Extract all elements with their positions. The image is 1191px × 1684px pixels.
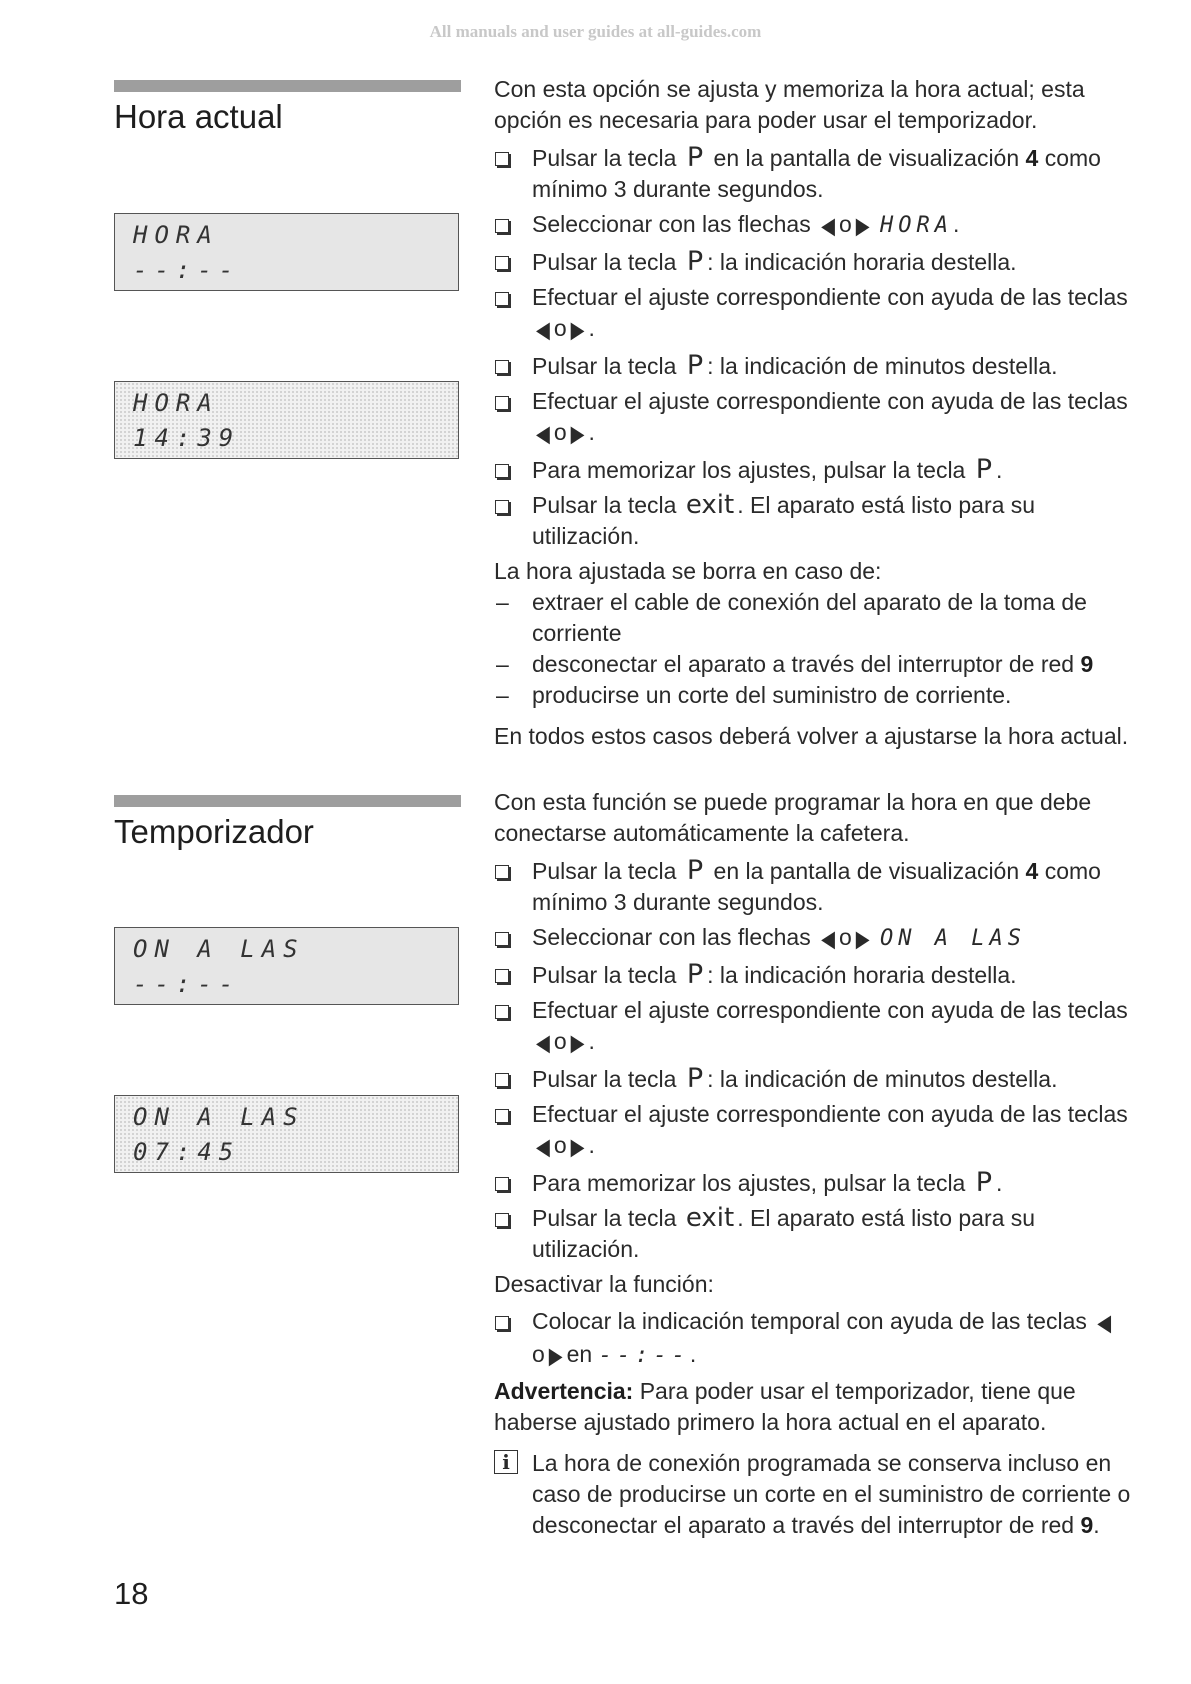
step-text: Efectuar el ajuste correspondiente con ayuda de las teclas: [532, 388, 1128, 414]
list-item: [494, 922, 1134, 955]
info-text: La hora de conexión programada se conserva incluso en caso de producirse un corte en el suministro de corriente o desconectar el aparato a través del interruptor de red: [532, 1450, 1131, 1538]
list-text: producirse un corte del suministro de corriente.: [532, 682, 1012, 708]
lcd-display-timer-set: [114, 1095, 459, 1173]
temporizador-text-column: [494, 787, 1134, 1541]
checkbox-bullet-icon: [495, 1005, 509, 1019]
warning-label: Advertencia:: [494, 1378, 634, 1404]
list-item: [494, 1063, 1134, 1095]
info-end: .: [1093, 1512, 1100, 1538]
p-key-icon: P: [686, 1063, 704, 1094]
checkbox-bullet-icon: [495, 500, 509, 514]
lcd-inline-text: HORA: [879, 213, 953, 238]
arrow-right-icon: ▶: [855, 925, 870, 952]
checkbox-bullet-icon: [495, 932, 509, 946]
dash-bullet: –: [496, 589, 509, 615]
list-item: [494, 282, 1134, 346]
list-text: desconectar el aparato a través del interruptor de red: [532, 651, 1075, 677]
list-item: [494, 587, 1134, 649]
lcd-line: --:--: [133, 970, 241, 998]
step-text: : la indicación horaria destella.: [707, 249, 1017, 275]
step-text: o: [553, 1028, 567, 1054]
step-text: Para memorizar los ajustes, pulsar la tecla: [532, 457, 966, 483]
info-note: [494, 1448, 1134, 1541]
list-item: [494, 959, 1134, 991]
lcd-line: ON A LAS: [133, 1103, 305, 1131]
step-text: .: [996, 1170, 1003, 1196]
list-item: [494, 855, 1134, 918]
step-text: o: [838, 924, 852, 950]
step-text: como mínimo 3 durante segundos.: [532, 858, 1101, 915]
step-text: en: [566, 1341, 593, 1367]
arrow-right-icon: ▶: [855, 212, 870, 239]
arrow-right-icon: ▶: [570, 1029, 585, 1056]
checkbox-bullet-icon: [495, 152, 509, 166]
step-text: .: [588, 315, 595, 341]
arrow-right-icon: ▶: [570, 1133, 585, 1160]
p-key-icon: P: [686, 959, 704, 990]
step-text: en la pantalla de visualización: [713, 145, 1020, 171]
reference-number: 9: [1080, 1512, 1094, 1538]
list-text: extraer el cable de conexión del aparato de la toma de corriente: [532, 589, 1087, 646]
arrow-left-icon: ◀: [821, 212, 835, 239]
step-text: .: [952, 211, 960, 237]
list-item: [494, 490, 1134, 552]
reference-number: 4: [1025, 858, 1039, 884]
checkbox-bullet-icon: [495, 219, 509, 233]
section-rule: [114, 795, 461, 807]
step-text: en la pantalla de visualización: [713, 858, 1020, 884]
step-text: .: [588, 1132, 595, 1158]
step-text: Pulsar la tecla: [532, 858, 677, 884]
step-text: o: [553, 1132, 567, 1158]
step-text: como mínimo 3 durante segundos.: [532, 145, 1101, 202]
step-text: Para memorizar los ajustes, pulsar la tecla: [532, 1170, 966, 1196]
step-text: : la indicación de minutos destella.: [707, 1066, 1058, 1092]
checkbox-bullet-icon: [495, 292, 509, 306]
step-text: : la indicación de minutos destella.: [707, 353, 1058, 379]
step-text: Efectuar el ajuste correspondiente con ayuda de las teclas: [532, 997, 1128, 1023]
lcd-line: --:--: [133, 256, 241, 284]
checkbox-bullet-icon: [495, 1073, 509, 1087]
outro-paragraph: En todos estos casos deberá volver a ajustarse la hora actual.: [494, 723, 1129, 749]
list-item: [494, 454, 1134, 486]
lcd-inline-text: ON A LAS: [879, 926, 1026, 951]
step-text: Pulsar la tecla: [532, 1066, 677, 1092]
p-key-icon: P: [686, 142, 704, 173]
arrow-right-icon: ▶: [570, 316, 585, 343]
checkbox-bullet-icon: [495, 360, 509, 374]
dash-bullet: –: [496, 651, 509, 677]
warning-text: Para poder usar el temporizador, tiene que haberse ajustado primero la hora actual en el aparato.: [494, 1378, 1076, 1435]
watermark: All manuals and user guides at all-guides.com: [429, 22, 762, 41]
reference-number: 4: [1025, 145, 1039, 171]
arrow-left-icon: ◀: [1097, 1309, 1112, 1336]
step-text: .: [588, 1028, 595, 1054]
checkbox-bullet-icon: [495, 396, 509, 410]
section-title-hora-actual: Hora actual: [114, 98, 283, 135]
lcd-line: ON A LAS: [133, 935, 305, 963]
arrow-left-icon: ◀: [536, 1133, 550, 1160]
step-text: . El aparato está listo para su utilización.: [532, 492, 1036, 549]
list-item: [494, 142, 1134, 205]
arrow-left-icon: ◀: [536, 420, 550, 447]
step-text: Pulsar la tecla: [532, 492, 677, 518]
intro-paragraph: Con esta opción se ajusta y memoriza la hora actual; esta opción es necesaria para poder usar el temporizador.: [494, 76, 1085, 133]
step-text: Pulsar la tecla: [532, 249, 677, 275]
lcd-display-timer-blank: [114, 927, 459, 1005]
step-text: o: [553, 315, 567, 341]
lcd-display-hora-set: [114, 381, 459, 459]
checkbox-bullet-icon: [495, 1109, 509, 1123]
checkbox-bullet-icon: [495, 1177, 509, 1191]
checkbox-bullet-icon: [495, 464, 509, 478]
checkbox-bullet-icon: [495, 1213, 509, 1227]
step-text: Colocar la indicación temporal con ayuda de las teclas: [532, 1308, 1087, 1334]
step-text: .: [996, 457, 1003, 483]
p-key-icon: P: [686, 246, 704, 277]
p-key-icon: P: [975, 454, 993, 485]
section-rule: [114, 80, 461, 92]
step-text: Pulsar la tecla: [532, 145, 677, 171]
step-text: Seleccionar con las flechas: [532, 211, 811, 237]
page-number: 18: [114, 1576, 149, 1611]
dash-bullet: –: [496, 682, 509, 708]
list-item: [494, 386, 1134, 450]
step-text: o: [553, 419, 567, 445]
step-text: . El aparato está listo para su utilización.: [532, 1205, 1036, 1262]
step-text: Pulsar la tecla: [532, 1205, 677, 1231]
list-item: [494, 246, 1134, 278]
section-title-temporizador: Temporizador: [114, 813, 314, 850]
list-item: [494, 649, 1134, 680]
step-text: .: [689, 1341, 697, 1367]
list-item: [494, 995, 1134, 1059]
list-item: [494, 1306, 1134, 1372]
warning-paragraph: [494, 1376, 1134, 1438]
hora-text-column: [494, 74, 1134, 752]
step-text: : la indicación horaria destella.: [707, 962, 1017, 988]
arrow-left-icon: ◀: [821, 925, 835, 952]
deleted-intro: La hora ajustada se borra en caso de:: [494, 558, 882, 584]
list-item: [494, 1099, 1134, 1163]
step-text: Pulsar la tecla: [532, 353, 677, 379]
lcd-line: 14:39: [133, 424, 241, 452]
p-key-icon: P: [686, 350, 704, 381]
checkbox-bullet-icon: [495, 865, 509, 879]
arrow-left-icon: ◀: [536, 316, 550, 343]
list-item: [494, 1203, 1134, 1265]
step-text: Efectuar el ajuste correspondiente con ayuda de las teclas: [532, 1101, 1128, 1127]
step-text: o: [838, 211, 852, 237]
step-text: .: [588, 419, 595, 445]
lcd-display-hora-blank: [114, 213, 459, 291]
lcd-line: HORA: [133, 389, 219, 417]
list-item: [494, 209, 1134, 242]
list-item: [494, 350, 1134, 382]
deactivate-intro: Desactivar la función:: [494, 1271, 714, 1297]
step-text: o: [532, 1341, 545, 1367]
intro-paragraph: Con esta función se puede programar la hora en que debe conectarse automáticamente la cafetera.: [494, 789, 1092, 846]
exit-key-icon: exit: [685, 1203, 735, 1233]
info-icon: i: [494, 1450, 518, 1474]
checkbox-bullet-icon: [495, 1316, 509, 1330]
p-key-icon: P: [686, 855, 704, 886]
lcd-line: HORA: [133, 221, 219, 249]
arrow-left-icon: ◀: [536, 1029, 550, 1056]
step-text: Efectuar el ajuste correspondiente con ayuda de las teclas: [532, 284, 1128, 310]
list-item: [494, 1167, 1134, 1199]
checkbox-bullet-icon: [495, 256, 509, 270]
lcd-line: 07:45: [133, 1138, 241, 1166]
list-item: [494, 680, 1134, 711]
lcd-inline-text: --:--: [598, 1343, 690, 1368]
exit-key-icon: exit: [685, 490, 735, 520]
arrow-right-icon: ▶: [548, 1342, 563, 1369]
reference-number: 9: [1080, 651, 1094, 677]
checkbox-bullet-icon: [495, 969, 509, 983]
step-text: Seleccionar con las flechas: [532, 924, 811, 950]
arrow-right-icon: ▶: [570, 420, 585, 447]
step-text: Pulsar la tecla: [532, 962, 677, 988]
p-key-icon: P: [975, 1167, 993, 1198]
